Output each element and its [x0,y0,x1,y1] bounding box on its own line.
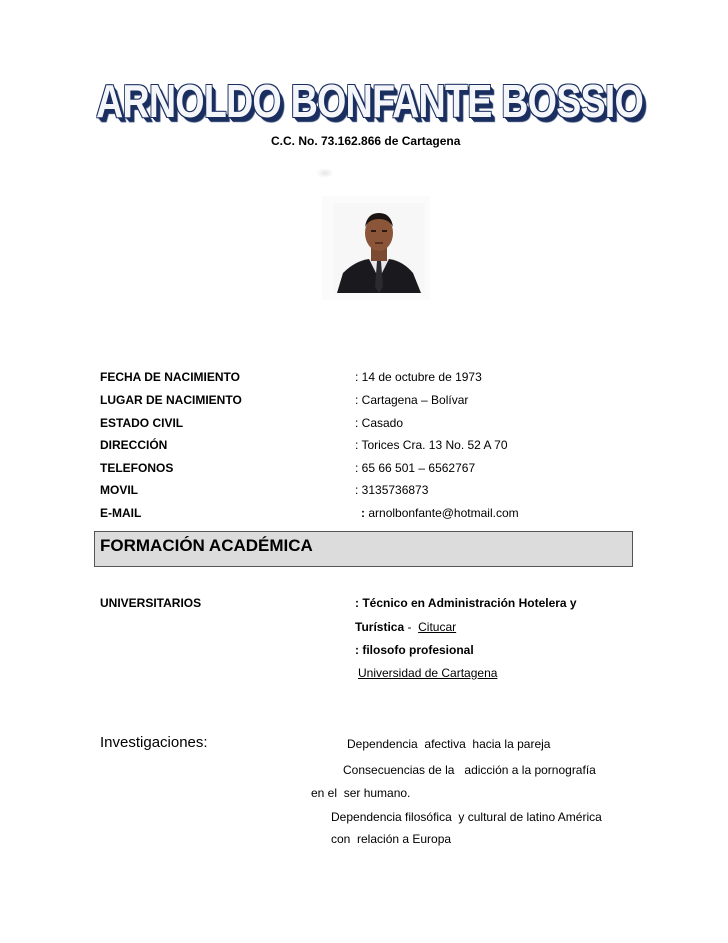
value-email [361,506,519,520]
degree-separator: - [404,620,419,634]
label-birth-place: LUGAR DE NACIMIENTO [100,393,242,407]
label-phones: TELEFONOS [100,461,174,475]
research-line-4: Dependencia filosófica y cultural de latino América [331,810,602,824]
degree-line-2 [355,620,456,634]
research-line-2: Consecuencias de la adicción a la pornografía [343,763,596,777]
value-mobile: : 3135736873 [355,483,429,497]
name-title: ARNOLDO BONFANTE BOSSIO [96,75,643,127]
photo-smudge [316,168,334,178]
research-line-5: con relación a Europa [331,832,452,846]
label-universitarios: UNIVERSITARIOS [100,596,202,610]
label-email: E-MAIL [100,506,142,520]
degree-line-3: : filosofo profesional [355,643,474,657]
email-address: arnolbonfante@hotmail.com [368,506,519,520]
label-marital-status: ESTADO CIVIL [100,416,184,430]
research-line-3: en el ser humano. [311,786,411,800]
label-birth-date: FECHA DE NACIMIENTO [100,370,241,384]
value-marital-status: : Casado [355,416,404,430]
university-link[interactable]: Universidad de Cartagena [358,666,498,680]
email-colon: : [361,506,365,520]
value-phones: : 65 66 501 – 6562767 [355,461,476,475]
profile-photo [333,203,425,293]
section-title: FORMACIÓN ACADÉMICA [100,536,313,555]
id-line: C.C. No. 73.162.866 de Cartagena [271,134,461,148]
label-address: DIRECCIÓN [100,438,168,452]
degree-turistica: Turística [355,620,405,634]
portrait-illustration [333,203,425,293]
label-investigaciones: Investigaciones: [100,734,208,751]
value-birth-place: : Cartagena – Bolívar [355,393,469,407]
label-mobile: MOVIL [100,483,138,497]
degree-line-1: : Técnico en Administración Hotelera y [355,596,577,610]
citucar-link[interactable]: Citucar [418,620,457,634]
value-birth-date: : 14 de octubre de 1973 [355,370,482,384]
value-address: : Torices Cra. 13 No. 52 A 70 [355,438,508,452]
research-line-1: Dependencia afectiva hacia la pareja [347,737,551,751]
